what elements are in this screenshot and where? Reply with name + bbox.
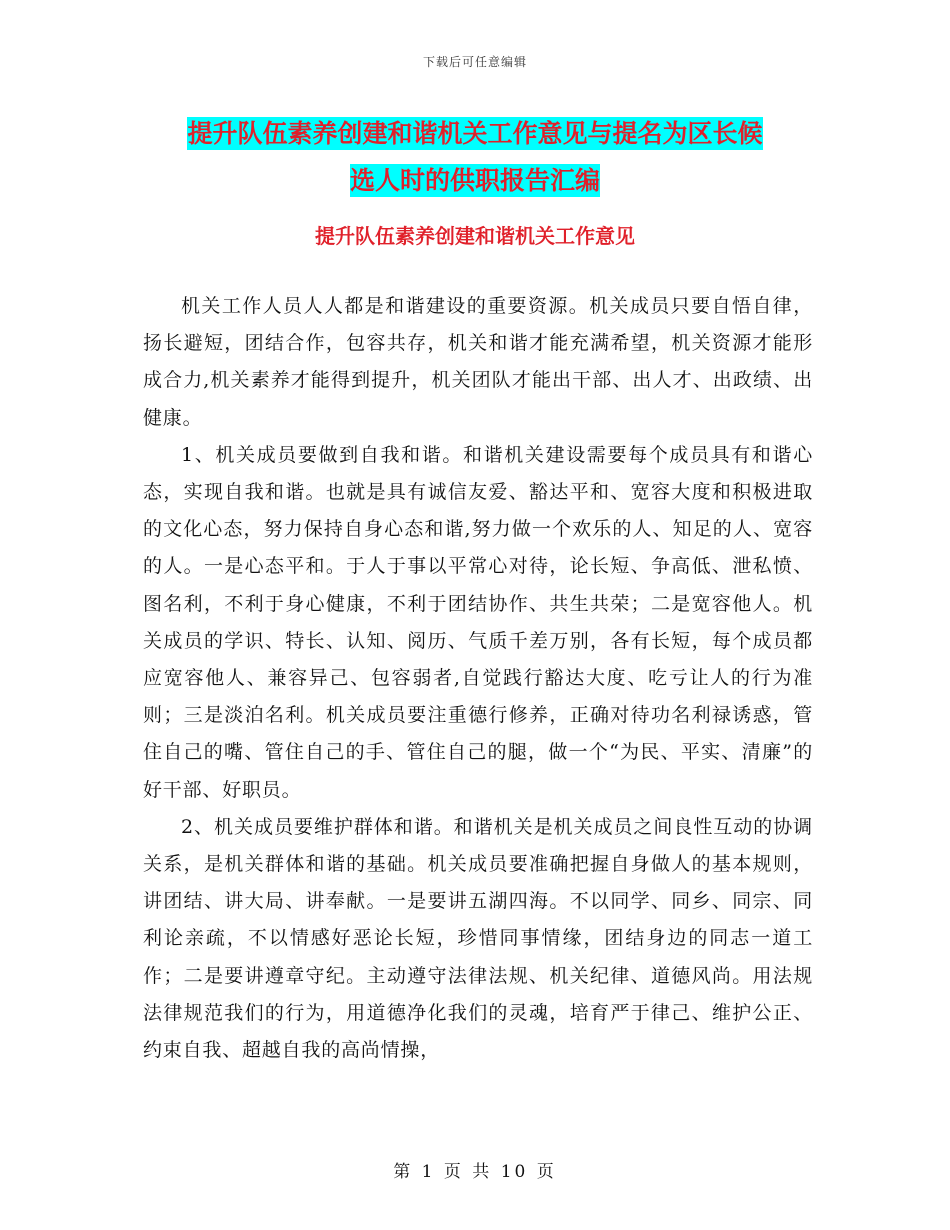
section-title: 提升队伍素养创建和谐机关工作意见 [315,224,635,248]
paragraph-group-harmony: 2、机关成员要维护群体和谐。和谐机关是机关成员之间良性互动的协调关系，是机关群体和谐的基础。机关成员要准确把握自身做人的基本规则，讲团结、讲大局、讲奉献。一是要讲五湖四海。不以同学、同乡、同宗、同利论亲疏，不以情感好恶论长短，珍惜同事情缘，团结身边的同志一道工作；二是要讲遵章守纪。主动遵守法律法规、机关纪律、道德风尚。用法规法律规范我们的行为，用道德净化我们的灵魂，培育严于律己、维护公正、约束自我、超越自我的高尚情操， [143,815,813,1062]
page-footer: 第 1 页 共 10 页 [393,1162,557,1182]
paragraph-self-harmony: 1、机关成员要做到自我和谐。和谐机关建设需要每个成员具有和谐心态，实现自我和谐。也就是具有诚信友爱、豁达平和、宽容大度和积极进取的文化心态，努力保持自身心态和谐,努力做一个欢乐的人、知足的人、宽容的人。一是心态平和。于人于事以平常心对待，论长短、争高低、泄私愤、图名利，不利于身心健康，不利于团结协作、共生共荣；二是宽容他人。机关成员的学识、特长、认知、阅历、气质千差万别，各有长短，每个成员都应宽容他人、兼容异己、包容弱者,自觉践行豁达大度、吃亏让人的行为准则；三是淡泊名利。机关成员要注重德行修养，正确对待功名利禄诱惑，管住自己的嘴、管住自己的手、管住自己的腿，做一个“为民、平实、清廉”的好干部、好职员。 [143,443,813,801]
body-text [143,288,813,1069]
paragraph-intro: 机关工作人员人人都是和谐建设的重要资源。机关成员只要自悟自律，扬长避短，团结合作，包容共存，机关和谐才能充满希望，机关资源才能形成合力,机关素养才能得到提升，机关团队才能出干部、出人才、出政绩、出健康。 [143,295,813,429]
header-note: 下载后可任意编辑 [422,55,527,69]
document-title-line-1: 提升队伍素养创建和谐机关工作意见与提名为区长候 [187,119,763,148]
document-title-line-2: 选人时的供职报告汇编 [349,166,600,195]
document-title [140,110,810,204]
